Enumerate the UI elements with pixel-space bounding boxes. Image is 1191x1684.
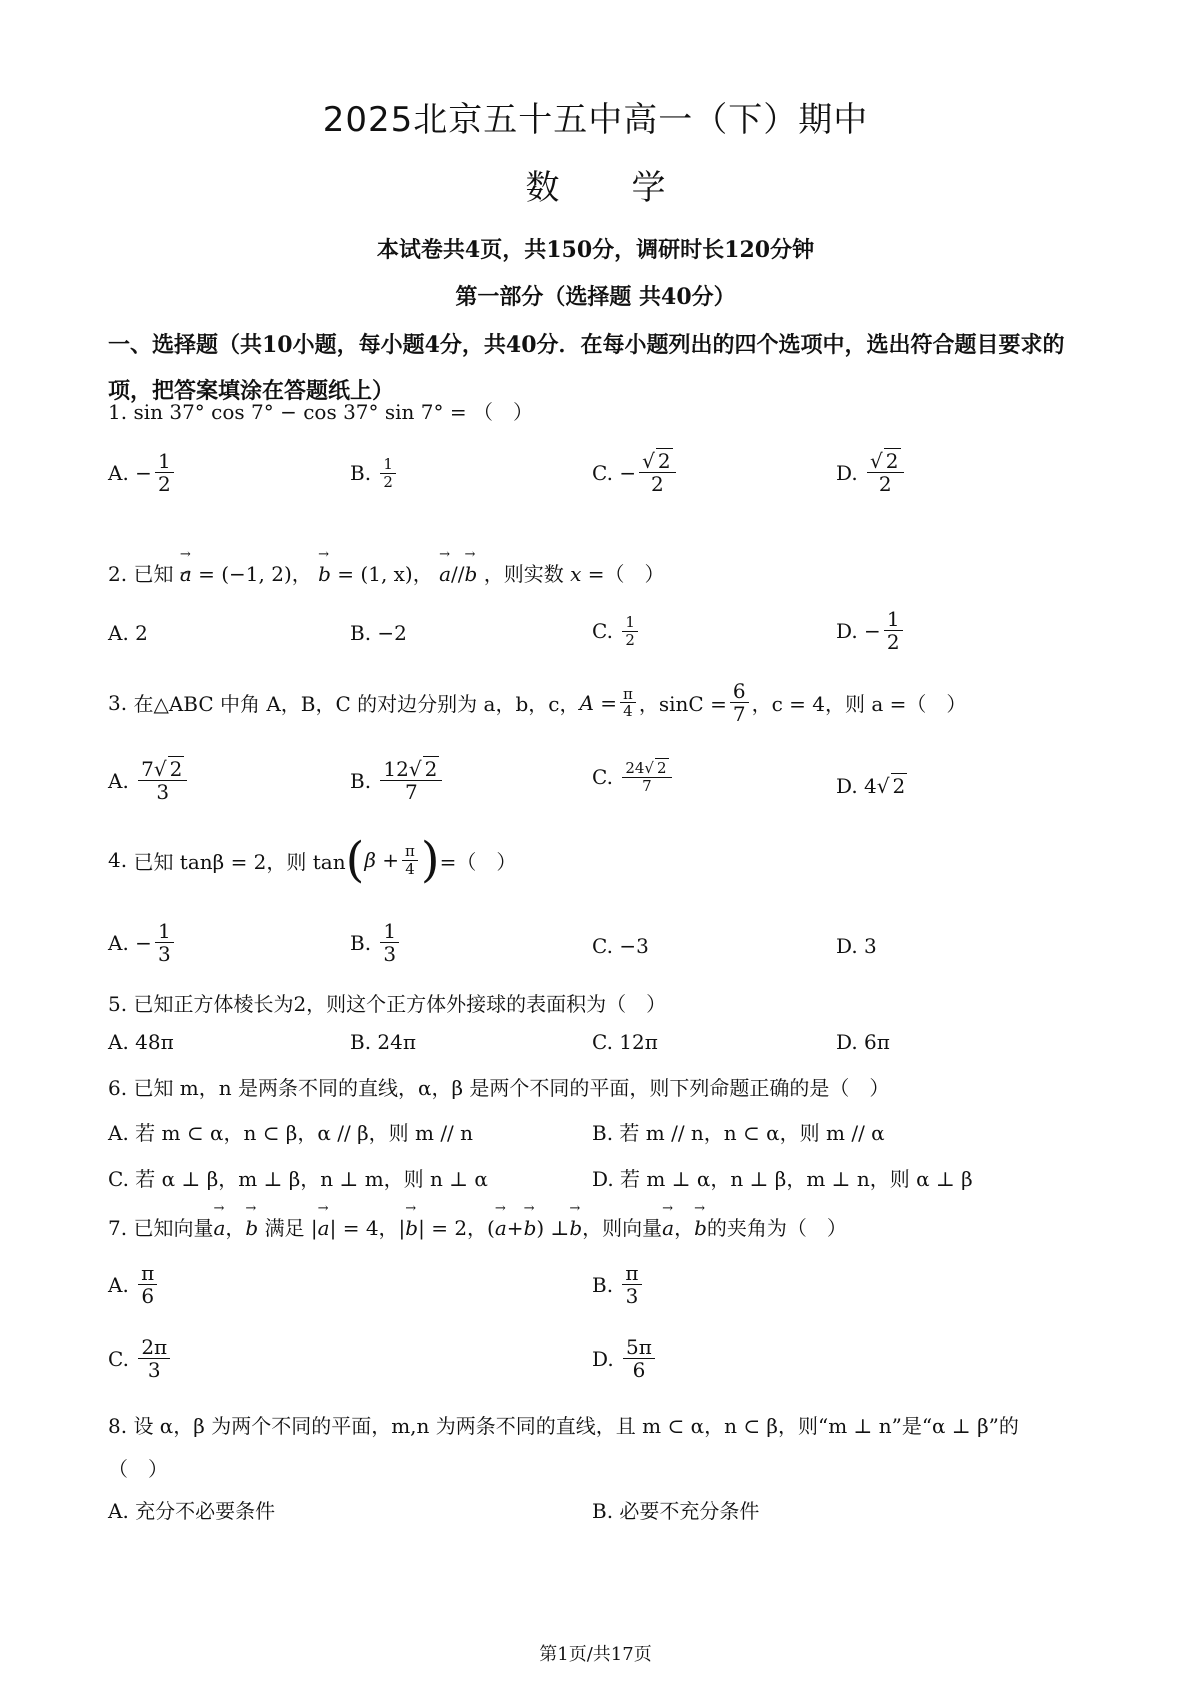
q4-option-c[interactable]: C. −3 [592, 934, 649, 958]
q7-option-a[interactable]: A. $\frac{\pi}{6}$ [108, 1262, 160, 1307]
q7-option-c[interactable]: C. $\frac{2\pi}{3}$ [108, 1336, 173, 1381]
q4-option-b[interactable]: B. $\frac{1}{3}$ [350, 920, 402, 965]
vector-a: → a [180, 562, 192, 586]
vector-b: → b [318, 562, 331, 586]
section-heading: 一、选择题（共10小题，每小题4分，共40分．在每小题列出的四个选项中，选出符合题目要求的项，把答案填涂在答题纸上） [108, 332, 1065, 404]
q5-option-d[interactable]: D. 6π [836, 1030, 890, 1054]
q2-option-b[interactable]: B. −2 [350, 621, 407, 645]
q1-option-d[interactable]: D. $\frac{√ 2}{2}$ [836, 450, 907, 495]
question-1 [108, 396, 533, 425]
q3-option-b[interactable]: B. $\frac{12√ 2}{7}$ [350, 758, 445, 803]
question-4: 4. 已知 tanβ = 2，则 tan ( β + $\frac{\pi}{4}$ ) =（ ） [108, 832, 517, 888]
q3-option-a[interactable]: A. $\frac{7√ 2}{3}$ [108, 758, 190, 803]
q1-option-a[interactable]: A. − $\frac{1}{2}$ [108, 450, 177, 495]
q5-option-b[interactable]: B. 24π [350, 1030, 417, 1054]
q6-option-c[interactable]: C. 若 α ⊥ β，m ⊥ β，n ⊥ m，则 n ⊥ α [108, 1167, 488, 1191]
q3-option-c[interactable]: C. $\frac{24√ 2}{7}$ [592, 760, 675, 794]
page-footer: 第1页/共17页 [539, 1644, 652, 1665]
part-heading: 第一部分（选择题 共40分） [455, 284, 736, 310]
q8-option-b[interactable]: B. 必要不充分条件 [592, 1499, 760, 1523]
q1-option-b[interactable]: B. $\frac{1}{2}$ [350, 456, 399, 490]
q8-blank: （ ） [108, 1457, 168, 1481]
q4-option-d[interactable]: D. 3 [836, 934, 877, 958]
q6-option-d[interactable]: D. 若 m ⊥ α，n ⊥ β，m ⊥ n，则 α ⊥ β [592, 1167, 973, 1191]
q5-option-c[interactable]: C. 12π [592, 1030, 658, 1054]
q7-option-d[interactable]: D. $\frac{5\pi}{6}$ [592, 1336, 658, 1381]
question-2: 2. 已知 → a = (−1, 2)， → b = (1, x)， → a//→ b ，则实数 x =（ ） [108, 558, 664, 587]
q1-blank: （ ） [473, 400, 533, 424]
q4-option-a[interactable]: A. − $\frac{1}{3}$ [108, 920, 177, 965]
q1-number: 1. [108, 400, 128, 424]
q5-option-a[interactable]: A. 48π [108, 1030, 174, 1054]
subject-char-1: 数 [525, 168, 560, 208]
q2-option-a[interactable]: A. 2 [108, 621, 148, 645]
q3-option-d[interactable]: D. 4 √ 2 [836, 774, 906, 798]
q7-option-b[interactable]: B. $\frac{\pi}{3}$ [592, 1262, 645, 1307]
question-5: 5. 已知正方体棱长为2，则这个正方体外接球的表面积为（ ） [108, 992, 667, 1016]
exam-info: 本试卷共4页，共150分，调研时长120分钟 [376, 237, 815, 263]
q6-option-a[interactable]: A. 若 m ⊂ α，n ⊂ β，α // β，则 m // n [108, 1121, 474, 1145]
exam-title: 2025北京五十五中高一（下）期中 [322, 100, 869, 140]
subject-title [0, 160, 1191, 209]
q1-option-c[interactable]: C. − $\frac{√ 2}{2}$ [592, 450, 679, 495]
q1-expression: sin 37° cos 7° − cos 37° sin 7° = [133, 400, 467, 424]
q2-option-d[interactable]: D. − $\frac{1}{2}$ [836, 608, 906, 653]
question-8: 8. 设 α，β 为两个不同的平面，m,n 为两条不同的直线，且 m ⊂ α，n ⊂ β，则“m ⊥ n”是“α ⊥ β”的 [108, 1414, 1019, 1438]
q8-option-a[interactable]: A. 充分不必要条件 [108, 1499, 276, 1523]
question-7: 7. 已知向量→ a，→ b 满足 |→ a| = 4，|→ b| = 2，(→ a+→ b) ⊥→ b，则向量→ a，→ b的夹角为（ ） [108, 1212, 847, 1241]
q2-option-c[interactable]: C. $\frac{1}{2}$ [592, 614, 641, 648]
question-6: 6. 已知 m，n 是两条不同的直线，α，β 是两个不同的平面，则下列命题正确的是（ ） [108, 1076, 890, 1100]
subject-char-2: 学 [631, 168, 666, 208]
question-3: 3. 在△ABC 中角 A，B，C 的对边分别为 a，b，c， A = $\frac{\pi}{4}$ ，sinC = $\frac{6}{7}$ ，c = 4，则 a =（ ） [108, 679, 967, 726]
q6-option-b[interactable]: B. 若 m // n，n ⊂ α，则 m // α [592, 1121, 885, 1145]
